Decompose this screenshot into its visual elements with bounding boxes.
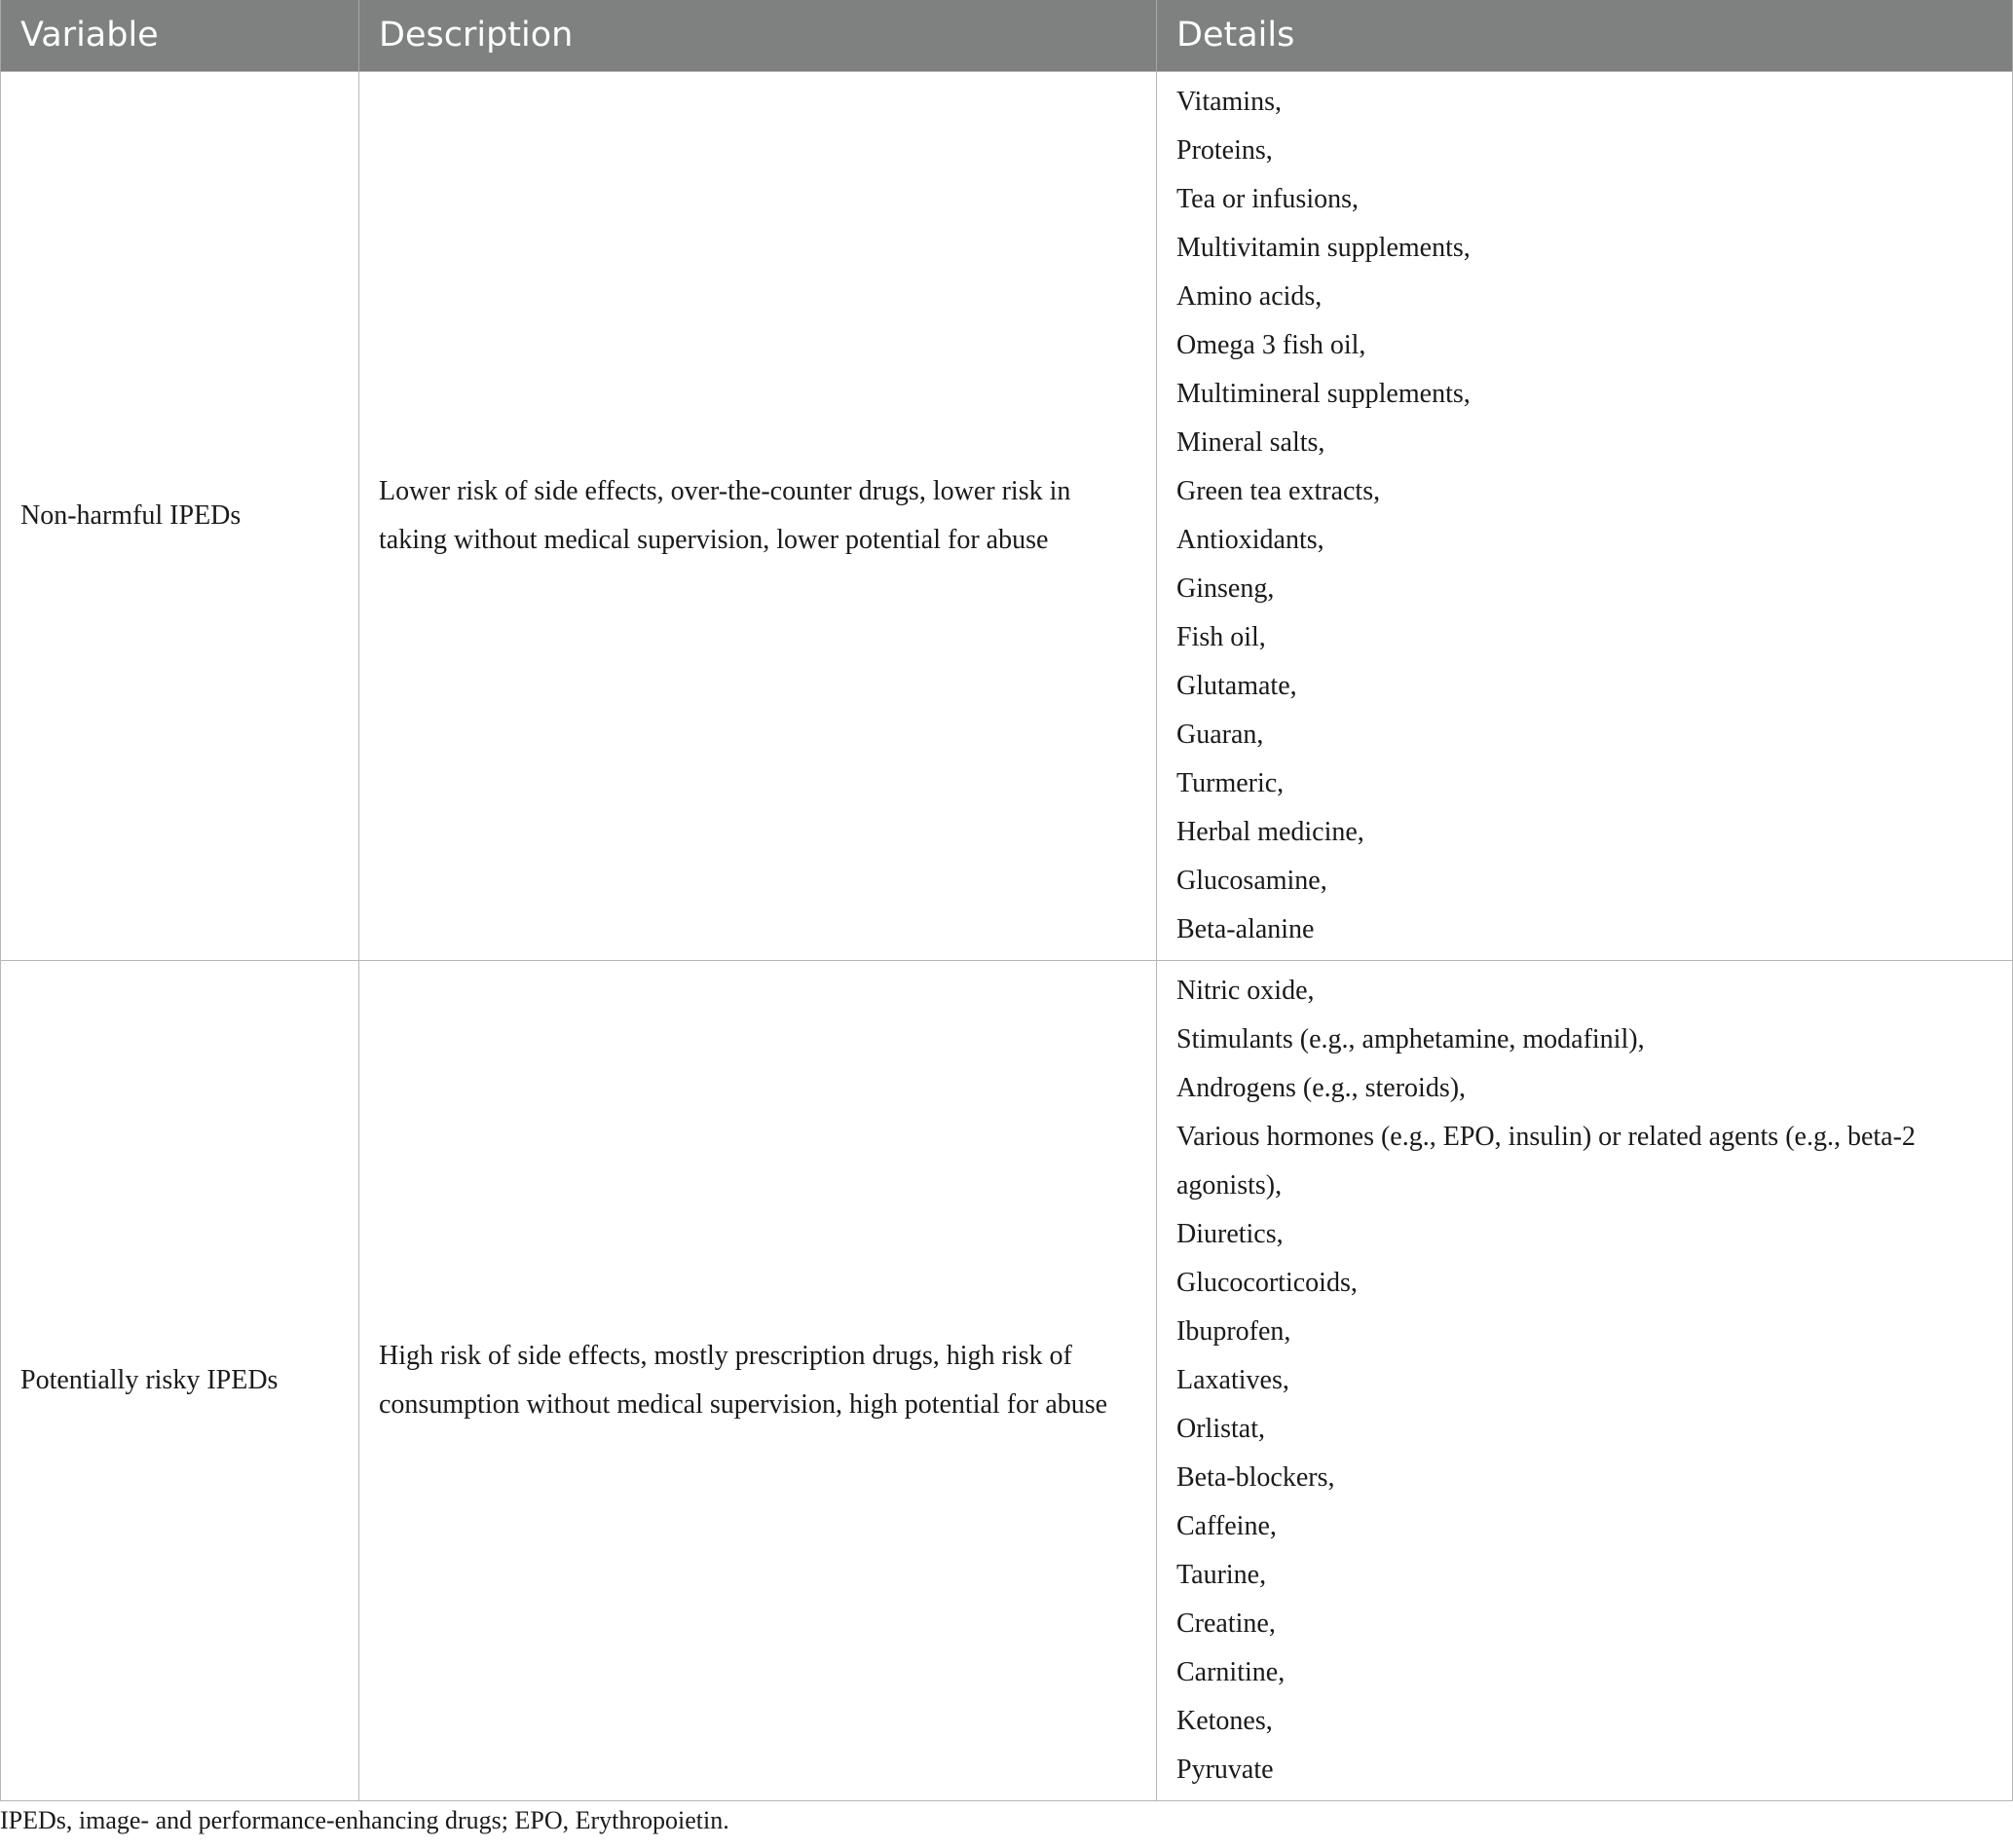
detail-item: Omega 3 fish oil, — [1176, 329, 1366, 360]
detail-item: Guaran, — [1176, 719, 1264, 750]
detail-item: Pyruvate — [1176, 1754, 1274, 1785]
detail-item: Beta-alanine — [1176, 913, 1315, 944]
description-cell: High risk of side effects, mostly prescription drugs, high risk of consumption without medical supervision, high potential for abuse — [359, 960, 1157, 1800]
header-variable: Variable — [1, 0, 359, 71]
detail-item: Green tea extracts, — [1176, 475, 1381, 506]
detail-item: Fish oil, — [1176, 621, 1266, 652]
detail-item: Amino acids, — [1176, 280, 1323, 312]
detail-item: Beta-blockers, — [1176, 1461, 1335, 1493]
table-row-non-harmful — [1, 71, 2013, 960]
detail-item: Glucocorticoids, — [1176, 1267, 1358, 1298]
table-header-row — [1, 0, 2013, 71]
detail-item: Mineral salts, — [1176, 426, 1325, 458]
detail-item: Multimineral supplements, — [1176, 378, 1471, 409]
detail-item: Stimulants (e.g., amphetamine, modafinil), — [1176, 1023, 1645, 1054]
detail-item: Multivitamin supplements, — [1176, 232, 1471, 263]
detail-item: Herbal medicine, — [1176, 816, 1364, 847]
detail-item: Tea or infusions, — [1176, 183, 1360, 214]
header-description: Description — [359, 0, 1157, 71]
detail-item: Carnitine, — [1176, 1656, 1286, 1687]
detail-item: Creatine, — [1176, 1608, 1276, 1639]
detail-item: Glutamate, — [1176, 670, 1297, 701]
detail-item: Orlistat, — [1176, 1413, 1265, 1444]
detail-item: Turmeric, — [1176, 767, 1285, 798]
detail-item: Taurine, — [1176, 1559, 1267, 1590]
variable-cell: Potentially risky IPEDs — [1, 960, 359, 1800]
table-row-potentially-risky — [1, 960, 2013, 1800]
variable-cell: Non-harmful IPEDs — [1, 71, 359, 960]
details-cell — [1157, 960, 2013, 1800]
header-details: Details — [1157, 0, 2013, 71]
detail-item: Nitric oxide, — [1176, 975, 1315, 1006]
detail-item: Ibuprofen, — [1176, 1315, 1291, 1347]
detail-item: Proteins, — [1176, 134, 1273, 166]
detail-item: Laxatives, — [1176, 1364, 1289, 1395]
detail-item: Antioxidants, — [1176, 524, 1324, 555]
detail-item: Ketones, — [1176, 1705, 1273, 1736]
detail-item: Vitamins, — [1176, 86, 1282, 117]
detail-item: Ginseng, — [1176, 573, 1275, 604]
details-cell — [1157, 71, 2013, 960]
description-cell: Lower risk of side effects, over-the-counter drugs, lower risk in taking without medical supervision, lower potential for abuse — [359, 71, 1157, 960]
detail-item: Androgens (e.g., steroids), — [1176, 1072, 1467, 1103]
detail-item: Diuretics, — [1176, 1218, 1284, 1249]
detail-item: Caffeine, — [1176, 1510, 1277, 1541]
table-footnote: IPEDs, image- and performance-enhancing drugs; EPO, Erythropoietin. — [0, 1806, 729, 1834]
detail-item: Glucosamine, — [1176, 865, 1327, 896]
detail-item: Various hormones (e.g., EPO, insulin) or related agents (e.g., beta-2 agonists), — [1176, 1121, 1916, 1201]
